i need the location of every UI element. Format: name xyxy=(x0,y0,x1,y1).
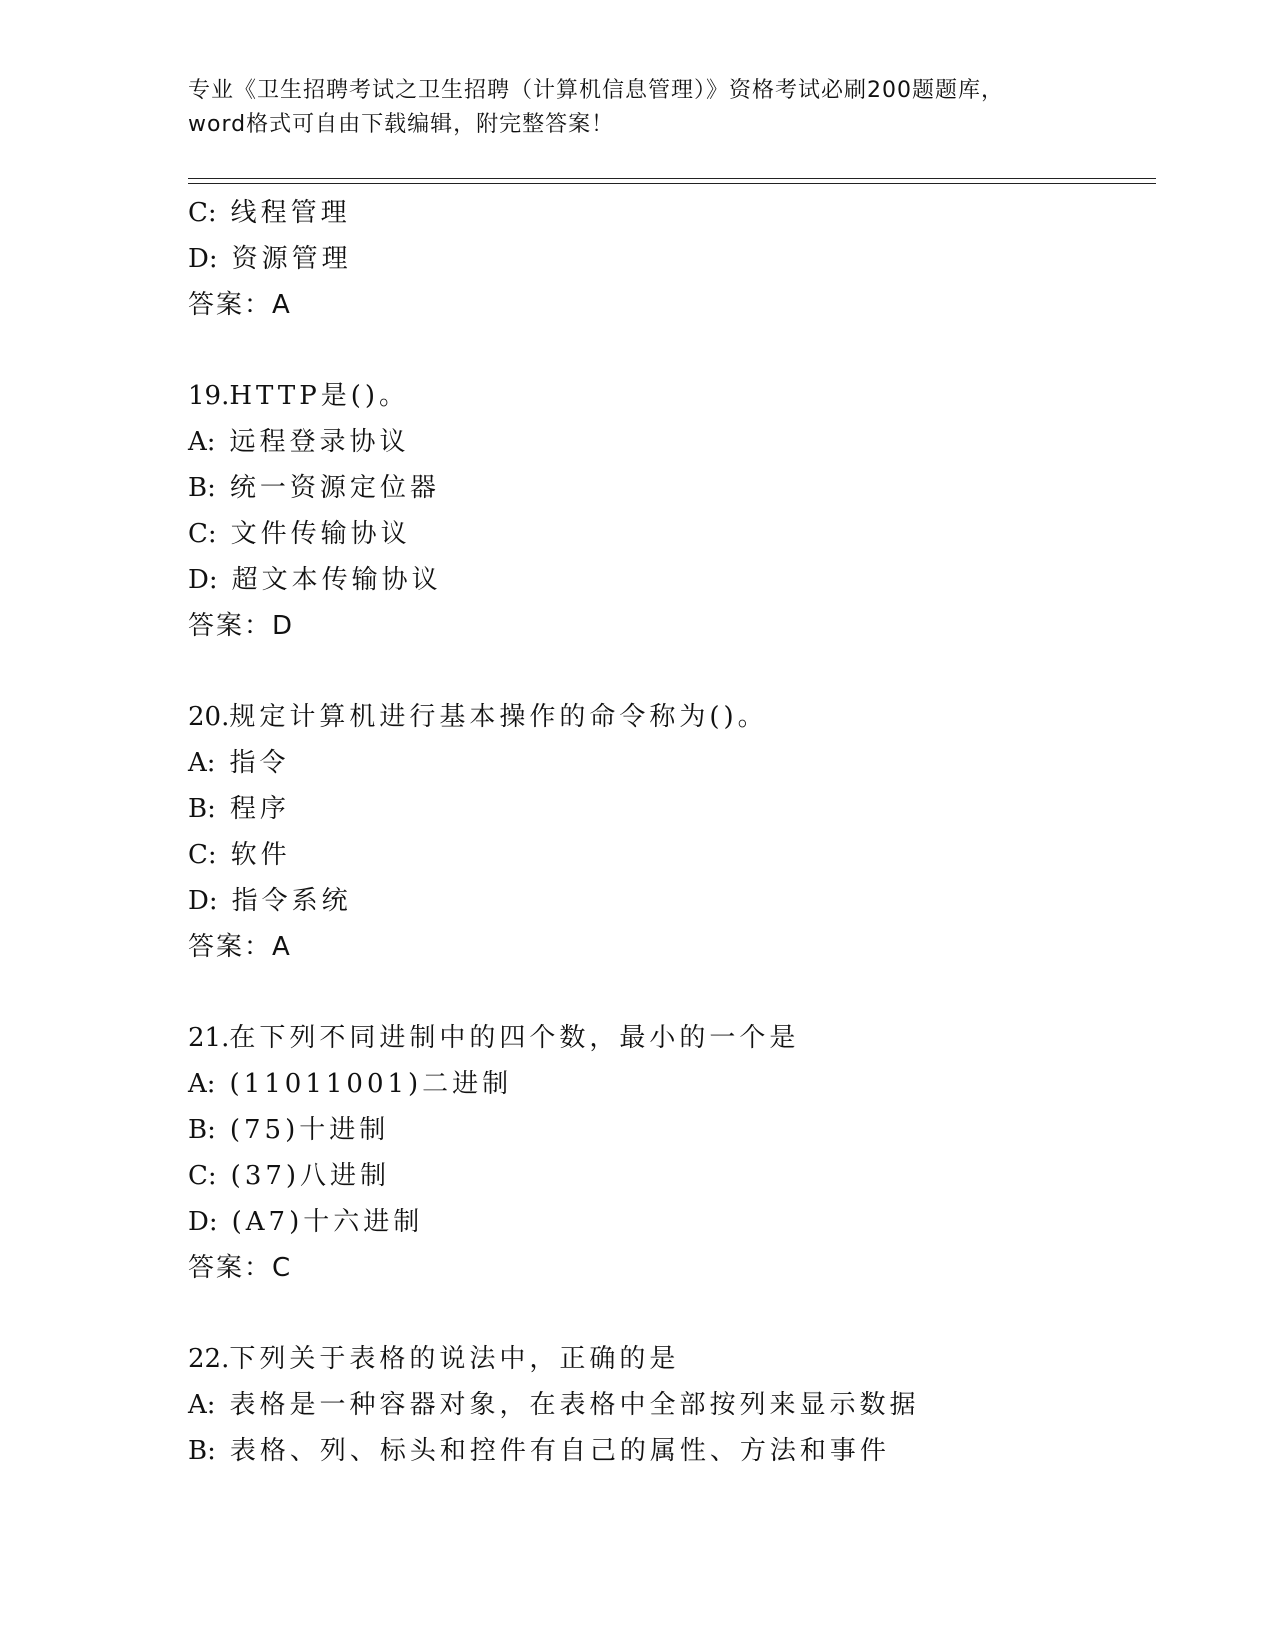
option-c xyxy=(188,832,1168,878)
option-letter: D xyxy=(188,886,209,916)
answer-label: 答案： xyxy=(188,290,273,320)
answer-line xyxy=(188,1245,1168,1291)
option-separator: : xyxy=(206,1069,216,1099)
option-separator: : xyxy=(208,565,218,595)
document-header xyxy=(188,74,1168,142)
answer-value: C xyxy=(272,1253,293,1283)
option-text: 远程登录协议 xyxy=(229,427,410,457)
question-stem: 在下列不同进制中的四个数，最小的一个是 xyxy=(229,1023,800,1053)
option-text: 指令系统 xyxy=(231,886,352,916)
header-divider-top xyxy=(188,178,1156,179)
question-number: 19. xyxy=(188,381,230,411)
question-list xyxy=(188,190,1168,1474)
option-letter: D xyxy=(188,1207,209,1237)
option-text: 程序 xyxy=(229,794,290,824)
option-text: 表格是一种容器对象，在表格中全部按列来显示数据 xyxy=(229,1390,920,1420)
option-separator: : xyxy=(207,519,217,549)
option-separator: : xyxy=(207,1161,217,1191)
question-text xyxy=(188,373,1168,419)
option-text: (A7)十六进制 xyxy=(231,1207,424,1237)
option-text: 软件 xyxy=(230,840,291,870)
question-22 xyxy=(188,1336,1168,1474)
option-text: 指令 xyxy=(229,748,290,778)
option-d xyxy=(188,557,1168,603)
question-number: 22. xyxy=(188,1344,230,1374)
option-letter: D xyxy=(188,565,209,595)
option-b xyxy=(188,1107,1168,1153)
question-number: 21. xyxy=(188,1023,230,1053)
header-title-line-2: word格式可自由下载编辑，附完整答案！ xyxy=(188,112,615,137)
option-letter: C xyxy=(188,1161,208,1191)
option-d xyxy=(188,878,1168,924)
question-stem: 下列关于表格的说法中，正确的是 xyxy=(229,1344,680,1374)
answer-line xyxy=(188,603,1168,649)
option-b xyxy=(188,465,1168,511)
option-separator: : xyxy=(208,244,218,274)
answer-value: A xyxy=(272,290,292,320)
question-18-fragment xyxy=(188,190,1168,328)
question-text xyxy=(188,1015,1168,1061)
answer-value: A xyxy=(272,932,292,962)
option-separator: : xyxy=(207,840,217,870)
option-letter: A xyxy=(188,748,207,778)
answer-line xyxy=(188,924,1168,970)
option-text: (75)十进制 xyxy=(229,1115,390,1145)
question-20 xyxy=(188,694,1168,970)
option-b xyxy=(188,1428,1168,1474)
option-separator: : xyxy=(208,886,218,916)
answer-value: D xyxy=(272,611,295,641)
option-letter: B xyxy=(188,794,208,824)
answer-line xyxy=(188,282,1168,328)
option-letter: B xyxy=(188,1436,208,1466)
option-separator: : xyxy=(206,748,216,778)
option-letter: A xyxy=(188,1069,207,1099)
option-letter: C xyxy=(188,198,208,228)
option-d xyxy=(188,1199,1168,1245)
option-letter: C xyxy=(188,840,208,870)
option-separator: : xyxy=(207,198,217,228)
option-text: 统一资源定位器 xyxy=(229,473,440,503)
option-a xyxy=(188,1061,1168,1107)
option-text: (37)八进制 xyxy=(230,1161,391,1191)
option-c xyxy=(188,511,1168,557)
answer-label: 答案： xyxy=(188,611,273,641)
question-text xyxy=(188,1336,1168,1382)
option-text: 超文本传输协议 xyxy=(231,565,442,595)
option-separator: : xyxy=(207,1115,216,1145)
option-a xyxy=(188,1382,1168,1428)
option-c xyxy=(188,1153,1168,1199)
option-letter: B xyxy=(188,1115,208,1145)
option-b xyxy=(188,786,1168,832)
option-text: 线程管理 xyxy=(230,198,351,228)
option-text: 表格、列、标头和控件有自己的属性、方法和事件 xyxy=(229,1436,890,1466)
question-21 xyxy=(188,1015,1168,1291)
option-separator: : xyxy=(206,427,216,457)
question-19 xyxy=(188,373,1168,649)
option-separator: : xyxy=(206,1390,216,1420)
option-separator: : xyxy=(207,794,216,824)
option-letter: D xyxy=(188,244,209,274)
question-number: 20. xyxy=(188,702,230,732)
answer-label: 答案： xyxy=(188,932,273,962)
question-stem: 规定计算机进行基本操作的命令称为()。 xyxy=(229,702,768,732)
question-stem: HTTP是()。 xyxy=(229,381,409,411)
answer-label: 答案： xyxy=(188,1253,273,1283)
option-letter: B xyxy=(188,473,208,503)
option-a xyxy=(188,419,1168,465)
option-c xyxy=(188,190,1168,236)
option-text: 资源管理 xyxy=(231,244,352,274)
option-d xyxy=(188,236,1168,282)
option-text: 文件传输协议 xyxy=(230,519,411,549)
option-a xyxy=(188,740,1168,786)
option-separator: : xyxy=(207,1436,216,1466)
option-separator: : xyxy=(207,473,216,503)
header-title-line-1: 专业《卫生招聘考试之卫生招聘（计算机信息管理）》资格考试必刷200题题库， xyxy=(188,78,1004,103)
question-text xyxy=(188,694,1168,740)
option-letter: C xyxy=(188,519,208,549)
header-divider-bottom xyxy=(188,183,1156,184)
option-letter: A xyxy=(188,427,207,457)
option-text: (11011001)二进制 xyxy=(229,1069,513,1099)
option-letter: A xyxy=(188,1390,207,1420)
option-separator: : xyxy=(208,1207,218,1237)
